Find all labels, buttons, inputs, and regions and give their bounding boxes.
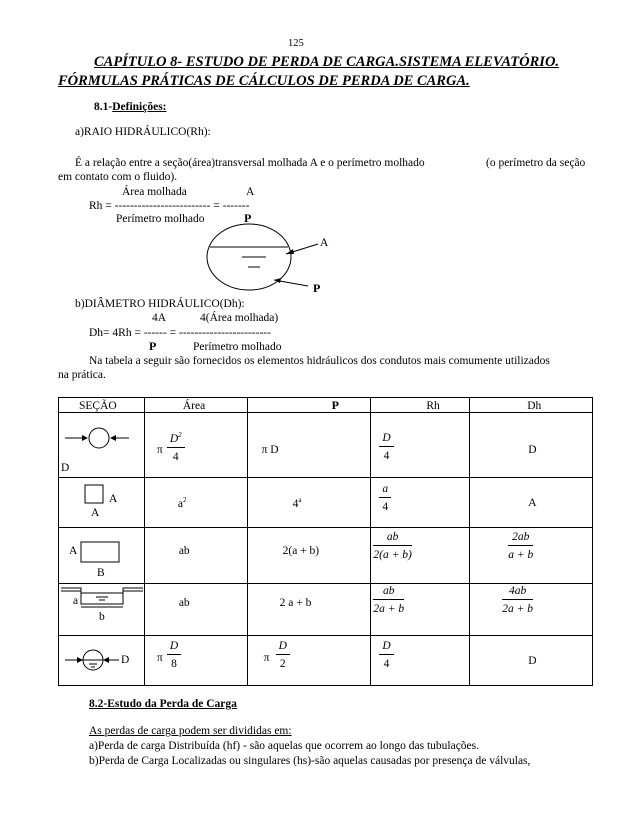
- rh-num-label: Área molhada: [122, 186, 187, 198]
- area-value: ab: [178, 597, 190, 609]
- dh-cell: [470, 528, 593, 584]
- perimeter-num: D: [276, 639, 290, 655]
- section-cell: [59, 413, 145, 478]
- rh-den: 4: [383, 658, 390, 671]
- area-num: D: [167, 639, 181, 655]
- chapter-subtitle: FÓRMULAS PRÁTICAS DE CÁLCULOS DE PERDA DE CARGA.: [58, 73, 470, 89]
- section-cell: [59, 636, 145, 686]
- header-rh: Rh: [426, 400, 440, 412]
- arrow-head: [103, 657, 109, 663]
- dh-den: 2a + b: [502, 603, 533, 616]
- rh-formula: Rh = ------------------------- = -------: [89, 200, 250, 212]
- arrow-head: [110, 435, 116, 441]
- area-sup: 2: [182, 496, 187, 504]
- section-81-heading: [94, 100, 167, 114]
- section-81-title: Definições:: [112, 101, 167, 113]
- area-cell: [144, 584, 247, 636]
- rectangle-shape: [81, 542, 119, 562]
- section-82-line3: b)Perda de Carga Localizadas ou singulares (hs)-são aquelas causadas por presença de válvulas,: [89, 755, 531, 767]
- rh-den-label: Perímetro molhado: [116, 213, 205, 225]
- table-row: [59, 528, 593, 584]
- rh-den: 2a + b: [373, 603, 405, 616]
- section-82-title: 8.2-Estudo da Perda de Carga: [89, 698, 237, 710]
- section-82-line1: As perdas de carga podem ser divididas em:: [89, 725, 292, 737]
- area-num: D: [169, 432, 179, 445]
- pi-symbol: π: [263, 652, 270, 664]
- rh-cell: [371, 584, 470, 636]
- perimeter-value: 2 a + b: [279, 597, 312, 609]
- perimeter-value: 2(a + b): [282, 545, 320, 557]
- dh-fraction: [508, 530, 533, 563]
- perimeter-fraction: [276, 639, 290, 672]
- dh-value: D: [528, 444, 537, 456]
- rh-num: ab: [373, 584, 404, 600]
- square-figure: [59, 478, 145, 528]
- header-perimeter: P: [331, 398, 339, 412]
- dh-num: 2ab: [508, 530, 533, 546]
- table-row: [59, 636, 593, 686]
- rh-num: a: [379, 482, 391, 498]
- dh-cell: [470, 636, 593, 686]
- rh-den: 2(a + b): [373, 549, 412, 562]
- arrow-head: [82, 435, 88, 441]
- half-circle-figure: [59, 636, 145, 686]
- dh-formula: Dh= 4Rh = ------ = ------------------------: [89, 327, 271, 339]
- rh-den: 4: [383, 450, 390, 463]
- arrow-head: [274, 278, 281, 283]
- rh-heading: a)RAIO HIDRÁULICO(Rh):: [75, 126, 211, 138]
- area-cell: [144, 636, 247, 686]
- rh-cell: [371, 478, 470, 528]
- area-fraction: [167, 639, 181, 672]
- section-cell: [59, 528, 145, 584]
- table-row: [59, 584, 593, 636]
- rh-text-line1: É a relação entre a seção(área)transversal molhada A e o perímetro molhado: [75, 157, 425, 169]
- area-cell: [144, 413, 247, 478]
- rh-text-line1b: (o perímetro da seção: [486, 157, 586, 169]
- rh-den: 4: [382, 501, 389, 514]
- rh-fraction: [379, 431, 393, 464]
- square-shape: [85, 485, 103, 503]
- rh-fraction: [373, 584, 404, 617]
- section-cell: [59, 478, 145, 528]
- rh-fraction: [373, 530, 411, 563]
- perimeter-value: [293, 496, 302, 511]
- area-sup: 2: [178, 431, 182, 439]
- section-label-a: a: [73, 595, 79, 607]
- header-cell: [144, 398, 247, 413]
- section-cell: [59, 584, 145, 636]
- pi-symbol: π: [156, 444, 163, 456]
- rh-num-symbol: A: [246, 186, 255, 198]
- dh-den2: Perímetro molhado: [193, 341, 282, 353]
- section-label-a: A: [109, 493, 118, 505]
- header-cell: [470, 398, 593, 413]
- fig-label-a: A: [320, 237, 329, 249]
- rh-cell: [371, 528, 470, 584]
- header-cell: [371, 398, 470, 413]
- rh-num: D: [379, 431, 393, 447]
- section-label-a: A: [69, 545, 78, 557]
- dh-value: A: [528, 497, 537, 509]
- header-secao: SEÇÃO: [79, 400, 117, 412]
- circle-shape: [89, 428, 109, 448]
- hydraulic-elements-table: [58, 397, 593, 686]
- perimeter-den: 2: [279, 658, 286, 671]
- section-label-d: D: [61, 462, 70, 474]
- rh-num: ab: [373, 530, 411, 546]
- section-81-number: 8.1-: [94, 101, 113, 113]
- area-base: a: [177, 497, 183, 510]
- perimeter-cell: [247, 584, 371, 636]
- area-den: 8: [171, 658, 177, 671]
- chapter-title: CAPÍTULO 8- ESTUDO DE PERDA DE CARGA.SISTEMA ELEVATÓRIO.: [94, 54, 560, 70]
- area-value: [178, 496, 187, 511]
- area-cell: [144, 478, 247, 528]
- perimeter-cell: [247, 528, 371, 584]
- dh-value: D: [528, 655, 537, 667]
- dh-cell: [470, 478, 593, 528]
- header-cell: [247, 398, 371, 413]
- perimeter-base: 4: [292, 497, 299, 510]
- dh-den: a + b: [508, 549, 534, 562]
- fig-label-p: P: [313, 281, 321, 295]
- section-label-d: D: [121, 654, 130, 666]
- table-header-row: [59, 398, 593, 413]
- pipe-section-figure: [200, 222, 350, 297]
- header-area: Área: [182, 400, 206, 412]
- header-cell: [59, 398, 145, 413]
- table-row: [59, 478, 593, 528]
- full-circle-figure: [59, 413, 145, 478]
- dh-fraction: [502, 584, 533, 617]
- arrow-head: [77, 657, 83, 663]
- rh-text-line2: em contato com o fluido).: [58, 171, 178, 183]
- dh-heading: b)DIÂMETRO HIDRÁULICO(Dh):: [75, 298, 245, 310]
- table-intro-line1: Na tabela a seguir são fornecidos os elementos hidráulicos dos condutos mais comumente utilizados: [89, 355, 550, 367]
- page-number: 125: [288, 38, 304, 49]
- area-den: 4: [172, 451, 179, 464]
- perimeter-value: π D: [261, 444, 279, 456]
- rh-num: D: [379, 639, 393, 655]
- section-label-b: b: [99, 611, 105, 623]
- dh-num: 4ab: [502, 584, 533, 600]
- dh-cell: [470, 413, 593, 478]
- dh-num1: 4A: [152, 312, 167, 324]
- area-value: ab: [178, 545, 190, 557]
- header-dh: Dh: [527, 400, 542, 412]
- perimeter-sup: a: [298, 496, 302, 504]
- table-row: [59, 413, 593, 478]
- rh-cell: [371, 636, 470, 686]
- perimeter-cell: [247, 413, 371, 478]
- pi-symbol: π: [156, 652, 163, 664]
- section-label-a: A: [91, 507, 100, 519]
- section-label-b: B: [97, 567, 105, 579]
- rh-fraction: [379, 482, 391, 515]
- dh-num2: 4(Área molhada): [200, 312, 279, 324]
- rh-den-symbol: P: [244, 211, 252, 225]
- area-cell: [144, 528, 247, 584]
- area-fraction: [167, 431, 185, 465]
- perimeter-cell: [247, 636, 371, 686]
- rh-cell: [371, 413, 470, 478]
- dh-cell: [470, 584, 593, 636]
- section-82-line2: a)Perda de carga Distribuída (hf) - são aquelas que ocorrem ao longo das tubulações.: [89, 740, 480, 752]
- rh-fraction: [379, 639, 393, 672]
- table-intro-line2: na prática.: [58, 369, 106, 381]
- dh-den1: P: [149, 339, 157, 353]
- perimeter-cell: [247, 478, 371, 528]
